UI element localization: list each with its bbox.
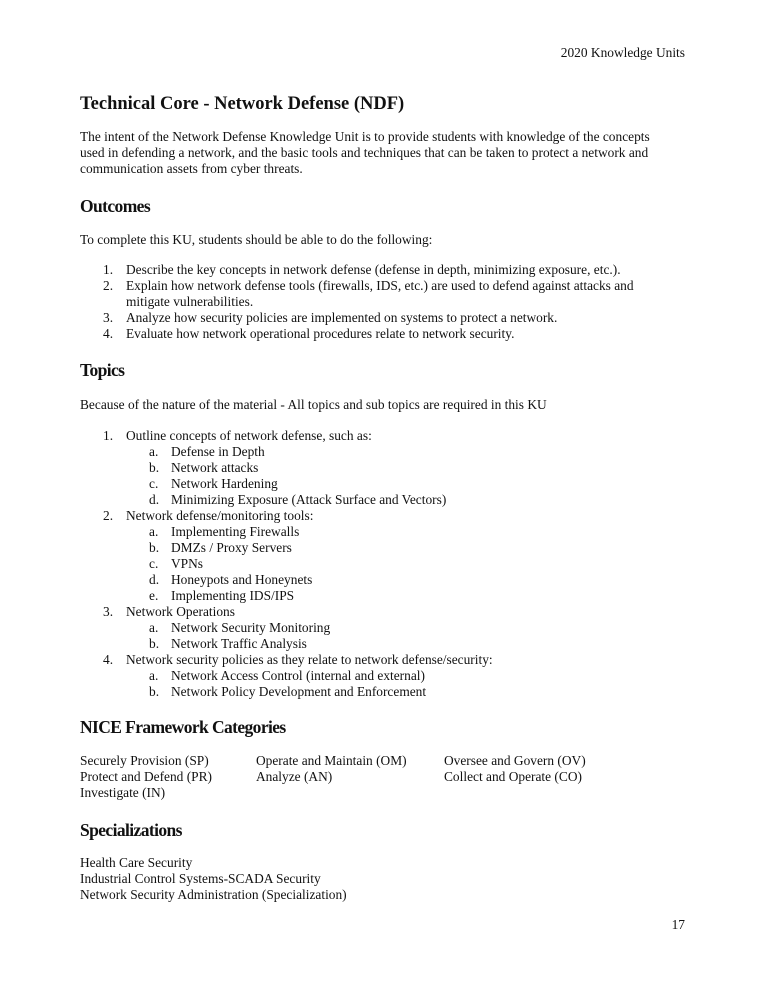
topic-text: Network Operations <box>126 604 235 619</box>
sub-list-letter: b. <box>149 636 160 651</box>
nice-category: Protect and Defend (PR) <box>80 769 213 784</box>
sub-list-letter: a. <box>149 620 159 635</box>
subtopic-text: Defense in Depth <box>171 444 265 459</box>
topic-text: Network defense/monitoring tools: <box>126 508 314 523</box>
sub-list-letter: c. <box>149 476 159 491</box>
list-number: 2. <box>103 508 114 523</box>
subtopic-text: Implementing Firewalls <box>171 524 300 539</box>
sub-list-letter: d. <box>149 492 160 507</box>
list-number: 2. <box>103 278 114 293</box>
page-title: Technical Core - Network Defense (NDF) <box>80 94 405 114</box>
specialization-item: Industrial Control Systems-SCADA Security <box>80 871 321 886</box>
sub-list-letter: d. <box>149 572 160 587</box>
outcome-text: mitigate vulnerabilities. <box>126 294 254 309</box>
running-header: 2020 Knowledge Units <box>560 45 685 60</box>
subtopic-text: Implementing IDS/IPS <box>171 588 295 603</box>
nice-column <box>80 753 212 801</box>
sub-list-letter: a. <box>149 444 159 459</box>
subtopic-text: Network attacks <box>171 460 259 475</box>
nice-category: Oversee and Govern (OV) <box>444 753 586 768</box>
nice-column <box>444 753 586 785</box>
subtopic-text: Minimizing Exposure (Attack Surface and Vectors) <box>171 492 447 507</box>
specialization-item: Network Security Administration (Specialization) <box>80 887 347 902</box>
list-number: 1. <box>103 262 114 277</box>
subtopic-text: Network Policy Development and Enforcement <box>171 684 427 699</box>
nice-category: Operate and Maintain (OM) <box>256 753 407 768</box>
list-number: 3. <box>103 604 114 619</box>
subtopic-text: Network Hardening <box>171 476 278 491</box>
list-number: 4. <box>103 652 114 667</box>
specialization-item: Health Care Security <box>80 855 193 870</box>
subtopic-text: Network Access Control (internal and external) <box>171 668 425 683</box>
nice-category: Securely Provision (SP) <box>80 753 209 768</box>
topics-heading: Topics <box>80 360 125 380</box>
sub-list-letter: a. <box>149 668 159 683</box>
outcome-text: Evaluate how network operational procedures relate to network security. <box>126 326 515 341</box>
nice-category: Investigate (IN) <box>80 785 166 800</box>
subtopic-text: Honeypots and Honeynets <box>171 572 313 587</box>
topics-lead: Because of the nature of the material - All topics and sub topics are required in this KU <box>80 397 547 412</box>
topic-text: Outline concepts of network defense, such as: <box>126 428 372 443</box>
list-number: 1. <box>103 428 114 443</box>
specializations-heading: Specializations <box>80 820 182 840</box>
list-number: 4. <box>103 326 114 341</box>
outcomes-lead: To complete this KU, students should be able to do the following: <box>80 232 433 247</box>
topic-text: Network security policies as they relate to network defense/security: <box>126 652 493 667</box>
intro-line: The intent of the Network Defense Knowledge Unit is to provide students with knowledge of the concepts <box>80 129 650 144</box>
intro-line: used in defending a network, and the basic tools and techniques that can be taken to protect a network and <box>80 145 649 160</box>
subtopic-text: VPNs <box>171 556 203 571</box>
outcome-text: Describe the key concepts in network defense (defense in depth, minimizing exposure, etc.). <box>126 262 621 277</box>
intro-paragraph <box>80 129 690 177</box>
sub-list-letter: e. <box>149 588 159 603</box>
page-number: 17 <box>671 917 685 932</box>
specializations-list <box>80 855 690 903</box>
subtopic-text: Network Security Monitoring <box>171 620 331 635</box>
outcome-text: Explain how network defense tools (firewalls, IDS, etc.) are used to defend against attacks and <box>126 278 634 293</box>
nice-category: Collect and Operate (CO) <box>444 769 582 784</box>
outcome-text: Analyze how security policies are implemented on systems to protect a network. <box>126 310 558 325</box>
subtopic-text: DMZs / Proxy Servers <box>171 540 292 555</box>
sub-list-letter: b. <box>149 684 160 699</box>
sub-list-letter: b. <box>149 540 160 555</box>
outcomes-heading: Outcomes <box>80 196 151 216</box>
subtopic-text: Network Traffic Analysis <box>171 636 307 651</box>
sub-list-letter: b. <box>149 460 160 475</box>
intro-line: communication assets from cyber threats. <box>80 161 303 176</box>
list-number: 3. <box>103 310 114 325</box>
sub-list-letter: c. <box>149 556 159 571</box>
sub-list-letter: a. <box>149 524 159 539</box>
nice-category: Analyze (AN) <box>256 769 333 784</box>
nice-heading: NICE Framework Categories <box>80 717 286 737</box>
nice-column <box>256 753 407 785</box>
